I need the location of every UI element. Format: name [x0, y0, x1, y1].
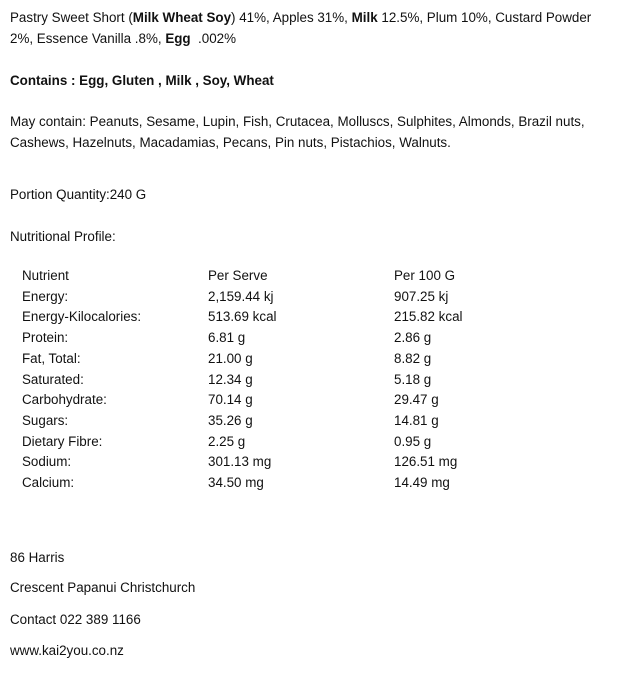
per-serve-value: 70.14 g — [208, 392, 253, 408]
per-serve-value: 6.81 g — [208, 330, 246, 346]
allergen-highlight: Milk — [351, 10, 378, 25]
ingredients-text: .002% — [190, 31, 237, 46]
per-serve-value: 12.34 g — [208, 371, 253, 387]
per-100g-value: 2.86 g — [394, 330, 432, 346]
nutrition-row — [22, 473, 514, 494]
per-100g-value: 8.82 g — [394, 350, 432, 366]
allergen-highlight: Milk Wheat Soy — [132, 10, 232, 25]
column-header-per-serve: Per Serve — [208, 268, 268, 283]
nutrition-row — [22, 349, 514, 370]
per-serve-value: 21.00 g — [208, 350, 253, 366]
per-serve-value: 2.25 g — [208, 433, 246, 449]
nutrition-row — [22, 370, 514, 391]
per-serve-value: 34.50 mg — [208, 475, 264, 491]
ingredients-list — [10, 7, 610, 49]
nutrition-table — [22, 266, 514, 494]
nutrient-name: Sugars: — [22, 412, 69, 428]
nutrition-rows — [22, 287, 514, 494]
address-line-1: 86 Harris — [10, 550, 65, 565]
nutritional-profile-heading: Nutritional Profile: — [10, 229, 116, 244]
per-100g-value: 5.18 g — [394, 371, 432, 387]
per-serve-value: 2,159.44 kj — [208, 288, 274, 304]
nutrient-name: Sodium: — [22, 454, 72, 470]
nutrition-row — [22, 411, 514, 432]
nutrition-row — [22, 432, 514, 453]
per-100g-value: 215.82 kcal — [394, 309, 463, 325]
nutrient-name: Protein: — [22, 330, 69, 346]
column-header-per-100g: Per 100 G — [394, 268, 456, 283]
nutrient-name: Carbohydrate: — [22, 392, 107, 408]
nutrient-name: Fat, Total: — [22, 350, 81, 366]
may-contain-allergens: May contain: Peanuts, Sesame, Lupin, Fish, Crutacea, Molluscs, Sulphites, Almonds, Brazil nuts, Cashews, Hazelnuts, Macadamias, Pecans, Pin nuts, Pistachios, Walnuts. — [10, 114, 585, 150]
nutrition-row — [22, 452, 514, 473]
nutrient-name: Dietary Fibre: — [22, 433, 103, 449]
per-100g-value: 14.81 g — [394, 412, 439, 428]
ingredients-text: ) 41%, Apples 31%, — [231, 10, 352, 25]
nutrient-name: Saturated: — [22, 371, 84, 387]
ingredients-text: Pastry Sweet Short ( — [10, 10, 133, 25]
nutrient-name: Energy-Kilocalories: — [22, 309, 142, 325]
nutrition-row — [22, 287, 514, 308]
website-text: www.kai2you.co.nz — [10, 643, 124, 658]
ingredients-text: 12.5%, Plum 10%, Custard Powder 2%, Essence Vanilla .8%, — [10, 10, 592, 46]
nutrition-row — [22, 390, 514, 411]
nutrient-name: Calcium: — [22, 475, 75, 491]
per-100g-value: 126.51 mg — [394, 454, 458, 470]
column-header-nutrient: Nutrient — [22, 268, 69, 283]
per-serve-value: 301.13 mg — [208, 454, 272, 470]
nutrition-row — [22, 307, 514, 328]
nutrition-row — [22, 328, 514, 349]
per-100g-value: 907.25 kj — [394, 288, 449, 304]
contact-phone: Contact 022 389 1166 — [10, 612, 141, 627]
allergen-highlight: Egg — [165, 31, 191, 46]
nutrition-header-row — [22, 266, 514, 287]
per-serve-value: 513.69 kcal — [208, 309, 277, 325]
address-line-2: Crescent Papanui Christchurch — [10, 580, 196, 595]
portion-quantity: Portion Quantity:240 G — [10, 187, 147, 202]
per-100g-value: 29.47 g — [394, 392, 439, 408]
contains-allergens: Contains : Egg, Gluten , Milk , Soy, Wheat — [10, 73, 274, 88]
per-100g-value: 0.95 g — [394, 433, 432, 449]
nutrient-name: Energy: — [22, 288, 69, 304]
per-serve-value: 35.26 g — [208, 412, 253, 428]
per-100g-value: 14.49 mg — [394, 475, 450, 491]
